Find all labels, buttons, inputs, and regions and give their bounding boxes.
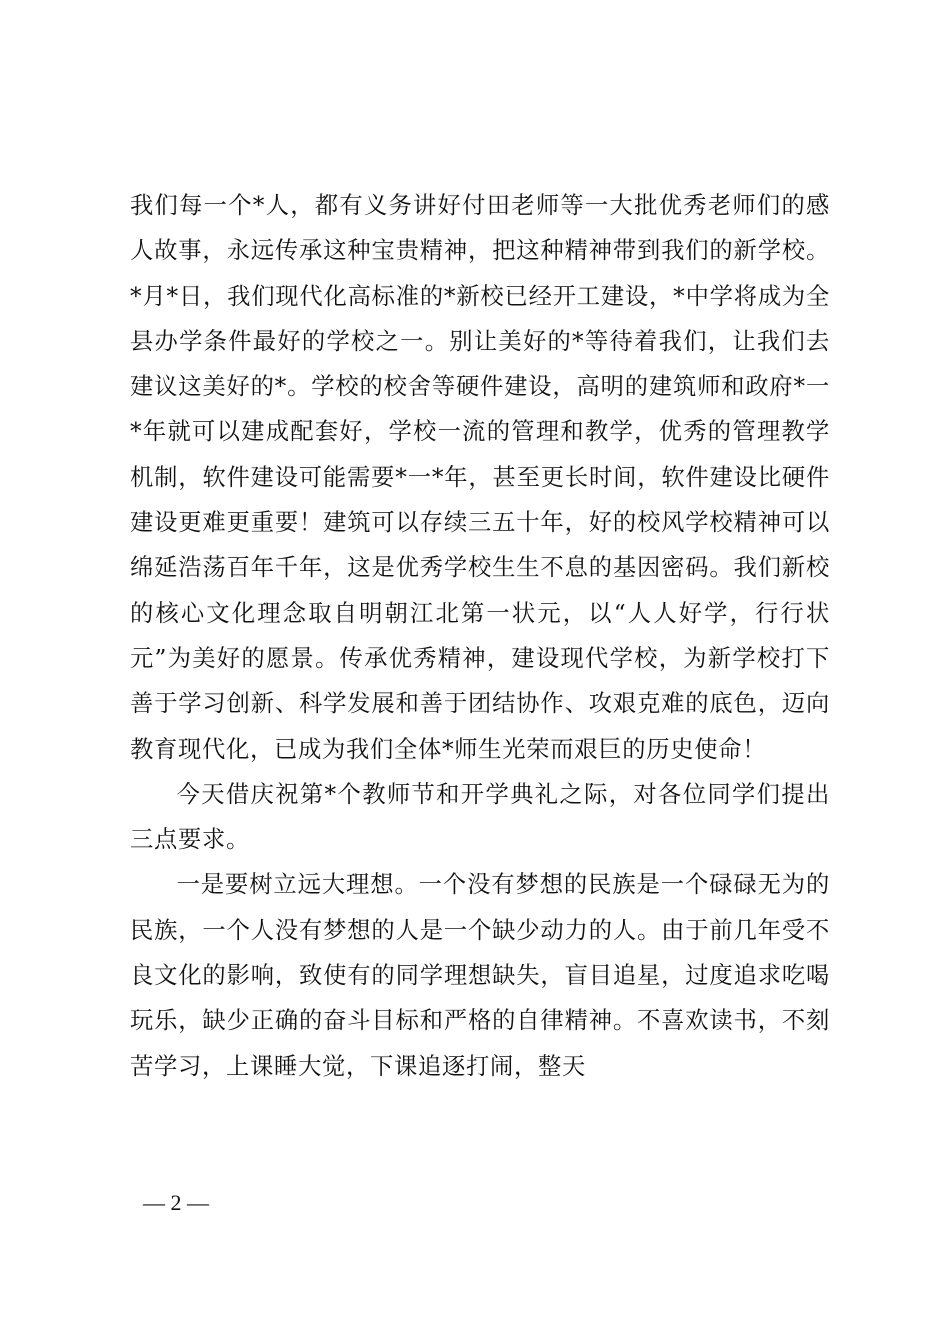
body-text xyxy=(130,183,830,1089)
paragraph-first-requirement: 一是要树立远大理想。一个没有梦想的民族是一个碌碌无为的民族，一个人没有梦想的人是一个缺少动力的人。由于前几年受不良文化的影响，致使有的同学理想缺失，盲目追星，过度追求吃喝玩乐，缺少正确的奋斗目标和严格的自律精神。不喜欢读书，不刻苦学习，上课睡大觉，下课追逐打闹，整天 xyxy=(130,871,830,1080)
page-number: — 2 — xyxy=(143,1190,209,1215)
paragraph-requirements-intro: 今天借庆祝第*个教师节和开学典礼之际，对各位同学们提出三点要求。 xyxy=(130,780,830,854)
paragraph-continuation: 我们每一个*人，都有义务讲好付田老师等一大批优秀老师们的感人故事，永远传承这种宝贵精神，把这种精神带到我们的新学校。*月*日，我们现代化高标准的*新校已经开工建设，*中学将成为全县办学条件最好的学校之一。别让美好的*等待着我们，让我们去建议这美好的*。学校的校舍等硬件建设，高明的建筑师和政府*一*年就可以建成配套好，学校一流的管理和教学，优秀的管理教学机制，软件建设可能需要*一*年，甚至更长时间，软件建设比硬件建设更难更重要！建筑可以存续三五十年，好的校风学校精神可以绵延浩荡百年千年，这是优秀学校生生不息的基因密码。我们新校的核心文化理念取自明朝江北第一状元，以“人人好学，行行状元”为美好的愿景。传承优秀精神，建设现代学校，为新学校打下善于学习创新、科学发展和善于团结协作、攻艰克难的底色，迈向教育现代化，已成为我们全体*师生光荣而艰巨的历史使命！ xyxy=(130,192,830,763)
